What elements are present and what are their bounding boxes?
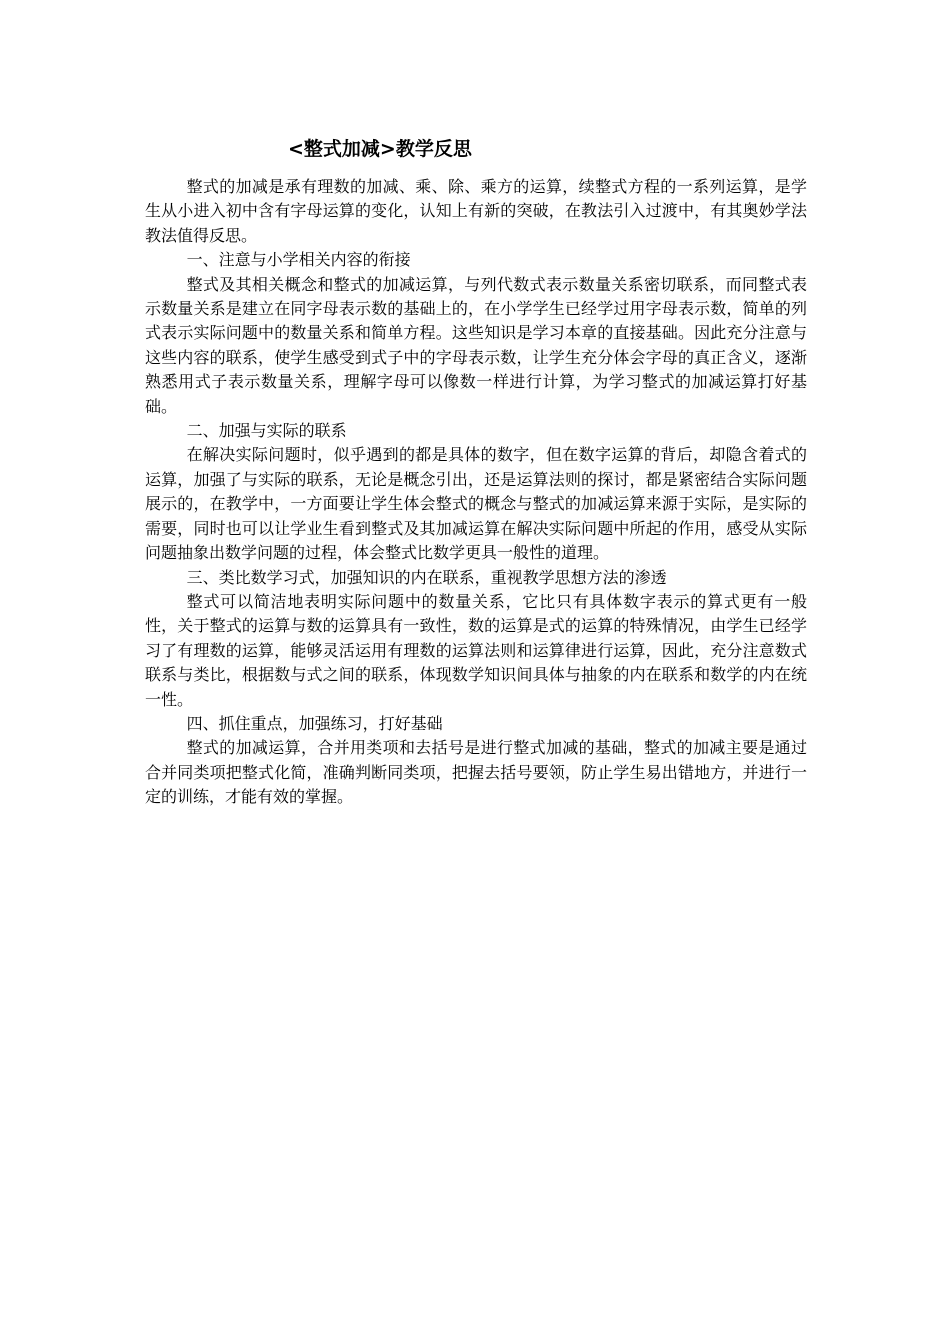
section-heading: 二、加强与实际的联系 xyxy=(186,421,347,441)
section-paragraph: 整式可以简洁地表明实际问题中的数量关系，它比只有具体数字表示的算式更有一般性，关于整式的运算与数的运算具有一致性，数的运算是式的运算的特殊情况，由学生已经学习了有理数的运算，能够灵活运用有理数的运算法则和运算律进行运算，因此，充分注意数式联系与类比，根据数与式之间的联系，体现数学知识间具体与抽象的内在联系和数学的内在统一性。 xyxy=(145,591,807,709)
section-heading: 三、类比数学习式，加强知识的内在联系，重视教学思想方法的渗透 xyxy=(186,567,667,587)
section-4 xyxy=(145,712,807,810)
section-paragraph: 在解决实际问题时，似乎遇到的都是具体的数字，但在数字运算的背后，却隐含着式的运算，加强了与实际的联系，无论是概念引出，还是运算法则的探讨，都是紧密结合实际问题展示的，在教学中，一方面要让学生体会整式的概念与整式的加减运算来源于实际，是实际的需要，同时也可以让学业生看到整式及其加减运算在解决实际问题中所起的作用，感受从实际问题抽象出数学问题的过程，体会整式比数学更具一般性的道理。 xyxy=(145,445,807,563)
section-paragraph: 整式及其相关概念和整式的加减运算，与列代数式表示数量关系密切联系，而同整式表示数量关系是建立在同字母表示数的基础上的，在小学学生已经学过用字母表示数，简单的列式表示实际问题中的数量关系和简单方程。这些知识是学习本章的直接基础。因此充分注意与这些内容的联系，使学生感受到式子中的字母表示数，让学生充分体会字母的真正含义，逐渐熟悉用式子表示数量关系，理解字母可以像数一样进行计算，为学习整式的加减运算打好基础。 xyxy=(145,274,807,416)
document-title: <整式加减>教学反思 xyxy=(288,138,472,160)
intro-paragraph: 整式的加减是承有理数的加减、乘、除、乘方的运算，续整式方程的一系列运算，是学生从小进入初中含有字母运算的变化，认知上有新的突破，在教法引入过渡中，有其奥妙学法教法值得反思。 xyxy=(145,177,807,245)
section-2 xyxy=(145,419,807,565)
section-heading: 四、抓住重点，加强练习，打好基础 xyxy=(186,713,443,733)
section-1 xyxy=(145,248,807,419)
section-paragraph: 整式的加减运算，合并用类项和去括号是进行整式加减的基础，整式的加减主要是通过合并同类项把整式化简，准确判断同类项，把握去括号要领，防止学生易出错地方，并进行一定的训练，才能有效的掌握。 xyxy=(145,738,807,807)
section-heading: 一、注意与小学相关内容的衔接 xyxy=(186,250,411,270)
section-3 xyxy=(145,566,807,712)
document-body xyxy=(145,175,807,810)
